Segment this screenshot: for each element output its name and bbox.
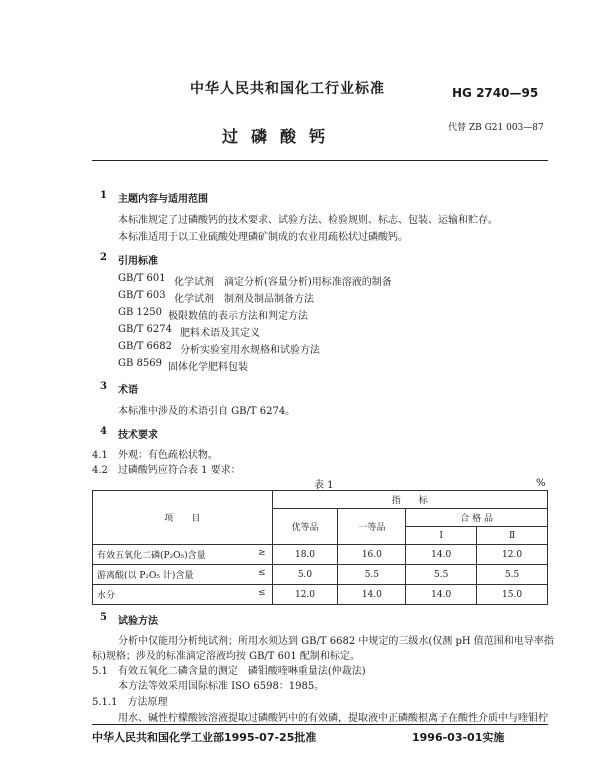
col-header-superior: 优等品 (272, 509, 338, 545)
ref-code: GB/T 6274 (118, 324, 173, 335)
col-header-first: 一等品 (338, 509, 406, 545)
clause-4-1: 4.1 外观：有色疏松状物。 (92, 450, 218, 461)
org-title: 中华人民共和国化工行业标准 (190, 81, 385, 97)
effective-date: 1996-03-01实施 (412, 731, 505, 744)
cell-first: 5.5 (338, 565, 406, 585)
ref-name: 肥料术语及其定义 (180, 328, 260, 339)
section-1-para-2: 本标准适用于以工业硫酸处理磷矿制成的农业用疏松状过磷酸钙。 (118, 232, 408, 243)
table-unit: % (536, 478, 546, 489)
col-header-qualified-1: Ⅰ (406, 527, 477, 545)
clause-5-1: 5.1 有效五氧化二磷含量的测定 磷钼酸喹啉重量法(仲裁法) (92, 666, 366, 677)
section-3-number: 3 (100, 381, 107, 392)
ref-code: GB/T 603 (118, 290, 166, 301)
cell-qualified-1: 14.0 (406, 585, 477, 605)
row-operator: ≤ (258, 568, 266, 578)
table-row (93, 545, 548, 565)
cell-first: 14.0 (338, 585, 406, 605)
cell-superior: 12.0 (272, 585, 338, 605)
section-2-number: 2 (100, 252, 107, 263)
cell-qualified-2: 15.0 (477, 585, 548, 605)
table-row (93, 585, 548, 605)
ref-name: 分析实验室用水规格和试验方法 (180, 345, 320, 356)
section-5-para-line-1: 分析中仅能用分析纯试剂；所用水须达到 GB/T 6682 中规定的三级水(仅测 pH 值范围和电导率指 (118, 636, 554, 647)
spec-table (92, 490, 548, 605)
section-4-title: 技术要求 (118, 430, 158, 441)
row-name: 水分 (97, 591, 116, 601)
cell-superior: 5.0 (272, 565, 338, 585)
ref-code: GB/T 6682 (118, 341, 173, 352)
col-header-qualified: 合 格 品 (406, 509, 548, 527)
row-label (93, 585, 273, 605)
clause-5-1-para: 本方法等效采用国际标准 ISO 6598：1985。 (118, 681, 325, 692)
clause-5-1-1-para: 用水、碱性柠檬酸铵溶液提取过磷酸钙中的有效磷，提取液中正磷酸根离子在酸性介质中与喹钼柠 (118, 713, 548, 724)
clause-5-1-1: 5.1.1 方法原理 (92, 697, 168, 708)
row-label (93, 545, 273, 565)
row-operator: ≥ (258, 548, 266, 558)
row-label (93, 565, 273, 585)
col-header-index: 指 标 (272, 491, 547, 509)
cell-qualified-1: 14.0 (406, 545, 477, 565)
col-header-qualified-2: Ⅱ (477, 527, 548, 545)
table-row (93, 565, 548, 585)
approval-note: 中华人民共和国化学工业部1995-07-25批准 (92, 731, 317, 744)
ref-name: 化学试剂 滴定分析(容量分析)用标准溶液的制备 (174, 277, 392, 288)
ref-name: 固体化学肥料包装 (168, 362, 248, 373)
cell-qualified-1: 5.5 (406, 565, 477, 585)
table-caption: 表 1 (314, 480, 334, 491)
col-header-item: 项 目 (93, 491, 273, 545)
section-2-title: 引用标准 (118, 256, 158, 267)
ref-code: GB/T 601 (118, 273, 166, 284)
section-4-number: 4 (100, 426, 107, 437)
document-title: 过磷酸钙 (222, 127, 339, 146)
cell-qualified-2: 12.0 (477, 545, 548, 565)
section-5-number: 5 (100, 612, 107, 623)
section-1-para-1: 本标准规定了过磷酸钙的技术要求、试验方法、检验规则、标志、包装、运输和贮存。 (118, 215, 498, 226)
ref-code: GB 1250 (118, 307, 162, 318)
standard-number: HG 2740—95 (452, 86, 539, 100)
cell-first: 16.0 (338, 545, 406, 565)
replaces-note: 代替 ZB G21 003—87 (448, 123, 544, 133)
section-3-title: 术语 (118, 385, 138, 396)
section-3-para-1: 本标准中涉及的术语引自 GB/T 6274。 (118, 406, 296, 417)
row-name: 有效五氧化二磷(P₂O₅)含量 (97, 551, 206, 561)
cell-qualified-2: 5.5 (477, 565, 548, 585)
header-rule (92, 160, 548, 161)
section-5-para-line-2: 标)规格；涉及的标准滴定溶液均按 GB/T 601 配制和标定。 (92, 651, 360, 662)
footer-rule (92, 724, 548, 725)
row-name: 游离酸(以 P₂O₅ 计)含量 (97, 571, 194, 581)
ref-name: 极限数值的表示方法和判定方法 (168, 311, 308, 322)
ref-name: 化学试剂 制剂及制品制备方法 (174, 294, 314, 305)
ref-code: GB 8569 (118, 358, 162, 369)
cell-superior: 18.0 (272, 545, 338, 565)
row-operator: ≤ (258, 588, 266, 598)
section-1-title: 主题内容与适用范围 (118, 194, 208, 205)
section-5-title: 试验方法 (118, 616, 158, 627)
clause-4-2: 4.2 过磷酸钙应符合表 1 要求： (92, 465, 241, 476)
section-1-number: 1 (100, 190, 107, 201)
